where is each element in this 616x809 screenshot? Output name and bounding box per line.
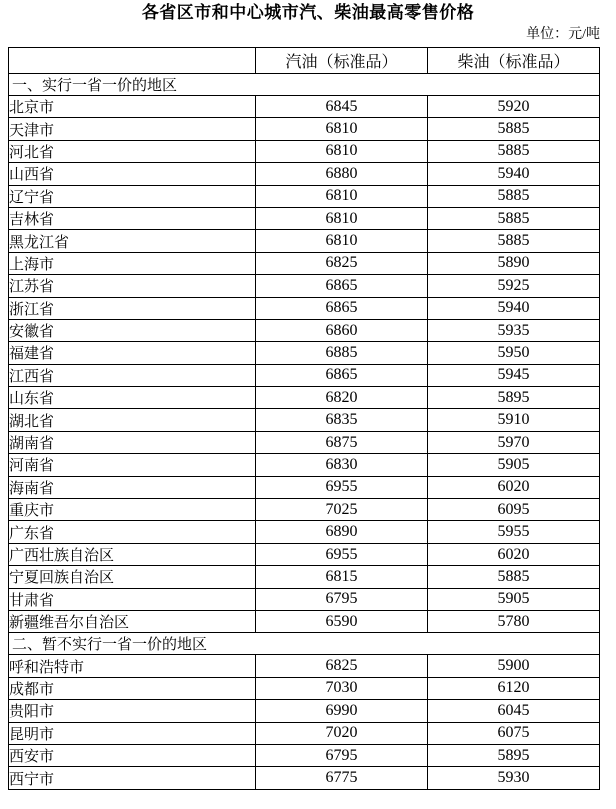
gasoline-price: 6955 <box>256 476 428 498</box>
table-row <box>9 476 600 498</box>
region-name: 湖南省 <box>9 431 256 453</box>
region-name: 宁夏回族自治区 <box>9 566 256 588</box>
region-name: 广西壮族自治区 <box>9 543 256 565</box>
diesel-price: 5890 <box>428 252 600 274</box>
diesel-price: 5970 <box>428 431 600 453</box>
table-row <box>9 588 600 610</box>
gasoline-price: 7020 <box>256 722 428 744</box>
table-row <box>9 342 600 364</box>
table-row <box>9 767 600 789</box>
region-name: 浙江省 <box>9 297 256 319</box>
gasoline-price: 6865 <box>256 275 428 297</box>
column-header-gasoline: 汽油（标准品） <box>256 48 428 74</box>
diesel-price: 6095 <box>428 499 600 521</box>
section-header-row <box>9 633 600 655</box>
gasoline-price: 6590 <box>256 610 428 632</box>
diesel-price: 5885 <box>428 140 600 162</box>
gasoline-price: 6810 <box>256 207 428 229</box>
unit-label: 单位：元/吨 <box>526 27 600 42</box>
region-name: 江苏省 <box>9 275 256 297</box>
region-name: 广东省 <box>9 521 256 543</box>
table-row <box>9 252 600 274</box>
gasoline-price: 6825 <box>256 252 428 274</box>
table-row <box>9 744 600 766</box>
table-header-row <box>9 48 600 74</box>
region-name: 西安市 <box>9 744 256 766</box>
region-name: 辽宁省 <box>9 185 256 207</box>
region-name: 福建省 <box>9 342 256 364</box>
diesel-price: 5885 <box>428 566 600 588</box>
gasoline-price: 6815 <box>256 566 428 588</box>
gasoline-price: 6795 <box>256 744 428 766</box>
table-row <box>9 409 600 431</box>
table-row <box>9 96 600 118</box>
region-name: 上海市 <box>9 252 256 274</box>
diesel-price: 5905 <box>428 588 600 610</box>
column-header-diesel: 柴油（标准品） <box>428 48 600 74</box>
gasoline-price: 7025 <box>256 499 428 521</box>
diesel-price: 5925 <box>428 275 600 297</box>
table-row <box>9 700 600 722</box>
gasoline-price: 6810 <box>256 230 428 252</box>
region-name: 昆明市 <box>9 722 256 744</box>
gasoline-price: 6865 <box>256 297 428 319</box>
diesel-price: 5885 <box>428 185 600 207</box>
region-name: 山东省 <box>9 387 256 409</box>
table-row <box>9 454 600 476</box>
gasoline-price: 6810 <box>256 140 428 162</box>
gasoline-price: 7030 <box>256 677 428 699</box>
gasoline-price: 6880 <box>256 163 428 185</box>
table-row <box>9 275 600 297</box>
table-row <box>9 677 600 699</box>
diesel-price: 5940 <box>428 297 600 319</box>
region-name: 贵阳市 <box>9 700 256 722</box>
diesel-price: 5930 <box>428 767 600 789</box>
gasoline-price: 6990 <box>256 700 428 722</box>
gasoline-price: 6830 <box>256 454 428 476</box>
diesel-price: 5945 <box>428 364 600 386</box>
region-name: 甘肃省 <box>9 588 256 610</box>
region-name: 黑龙江省 <box>9 230 256 252</box>
region-name: 山西省 <box>9 163 256 185</box>
gasoline-price: 6845 <box>256 96 428 118</box>
table-row <box>9 297 600 319</box>
gasoline-price: 6825 <box>256 655 428 677</box>
diesel-price: 5900 <box>428 655 600 677</box>
document-page <box>0 2 616 809</box>
section-header-row <box>9 74 600 96</box>
region-name: 新疆维吾尔自治区 <box>9 610 256 632</box>
diesel-price: 5955 <box>428 521 600 543</box>
region-name: 呼和浩特市 <box>9 655 256 677</box>
diesel-price: 5910 <box>428 409 600 431</box>
table-row <box>9 387 600 409</box>
region-name: 河北省 <box>9 140 256 162</box>
region-name: 安徽省 <box>9 319 256 341</box>
gasoline-price: 6875 <box>256 431 428 453</box>
region-name: 江西省 <box>9 364 256 386</box>
diesel-price: 5935 <box>428 319 600 341</box>
diesel-price: 5920 <box>428 96 600 118</box>
table-row <box>9 185 600 207</box>
diesel-price: 5780 <box>428 610 600 632</box>
gasoline-price: 6860 <box>256 319 428 341</box>
region-name: 天津市 <box>9 118 256 140</box>
diesel-price: 6075 <box>428 722 600 744</box>
gasoline-price: 6810 <box>256 185 428 207</box>
region-name: 成都市 <box>9 677 256 699</box>
diesel-price: 6120 <box>428 677 600 699</box>
region-name: 北京市 <box>9 96 256 118</box>
region-name: 海南省 <box>9 476 256 498</box>
table-row <box>9 431 600 453</box>
diesel-price: 5905 <box>428 454 600 476</box>
table-row <box>9 230 600 252</box>
region-name: 吉林省 <box>9 207 256 229</box>
gasoline-price: 6865 <box>256 364 428 386</box>
diesel-price: 5950 <box>428 342 600 364</box>
gasoline-price: 6810 <box>256 118 428 140</box>
page-title: 各省区市和中心城市汽、柴油最高零售价格 <box>141 3 475 23</box>
diesel-price: 5895 <box>428 387 600 409</box>
region-name: 重庆市 <box>9 499 256 521</box>
diesel-price: 5895 <box>428 744 600 766</box>
table-row <box>9 655 600 677</box>
table-row <box>9 163 600 185</box>
diesel-price: 5885 <box>428 230 600 252</box>
table-row <box>9 499 600 521</box>
diesel-price: 5885 <box>428 118 600 140</box>
fuel-price-table <box>8 47 600 790</box>
table-row <box>9 207 600 229</box>
table-row <box>9 521 600 543</box>
diesel-price: 6020 <box>428 476 600 498</box>
gasoline-price: 6795 <box>256 588 428 610</box>
table-row <box>9 722 600 744</box>
region-name: 湖北省 <box>9 409 256 431</box>
table-row <box>9 364 600 386</box>
section-label: 一、实行一省一价的地区 <box>9 74 600 96</box>
gasoline-price: 6955 <box>256 543 428 565</box>
gasoline-price: 6835 <box>256 409 428 431</box>
table-row <box>9 319 600 341</box>
region-name: 河南省 <box>9 454 256 476</box>
table-row <box>9 118 600 140</box>
diesel-price: 5885 <box>428 207 600 229</box>
diesel-price: 6020 <box>428 543 600 565</box>
diesel-price: 6045 <box>428 700 600 722</box>
diesel-price: 5940 <box>428 163 600 185</box>
section-label: 二、暂不实行一省一价的地区 <box>9 633 600 655</box>
region-name: 西宁市 <box>9 767 256 789</box>
table-row <box>9 543 600 565</box>
gasoline-price: 6890 <box>256 521 428 543</box>
gasoline-price: 6885 <box>256 342 428 364</box>
gasoline-price: 6820 <box>256 387 428 409</box>
table-row <box>9 140 600 162</box>
column-header-region <box>9 48 256 74</box>
table-row <box>9 610 600 632</box>
table-body <box>9 74 600 790</box>
table-row <box>9 566 600 588</box>
gasoline-price: 6775 <box>256 767 428 789</box>
